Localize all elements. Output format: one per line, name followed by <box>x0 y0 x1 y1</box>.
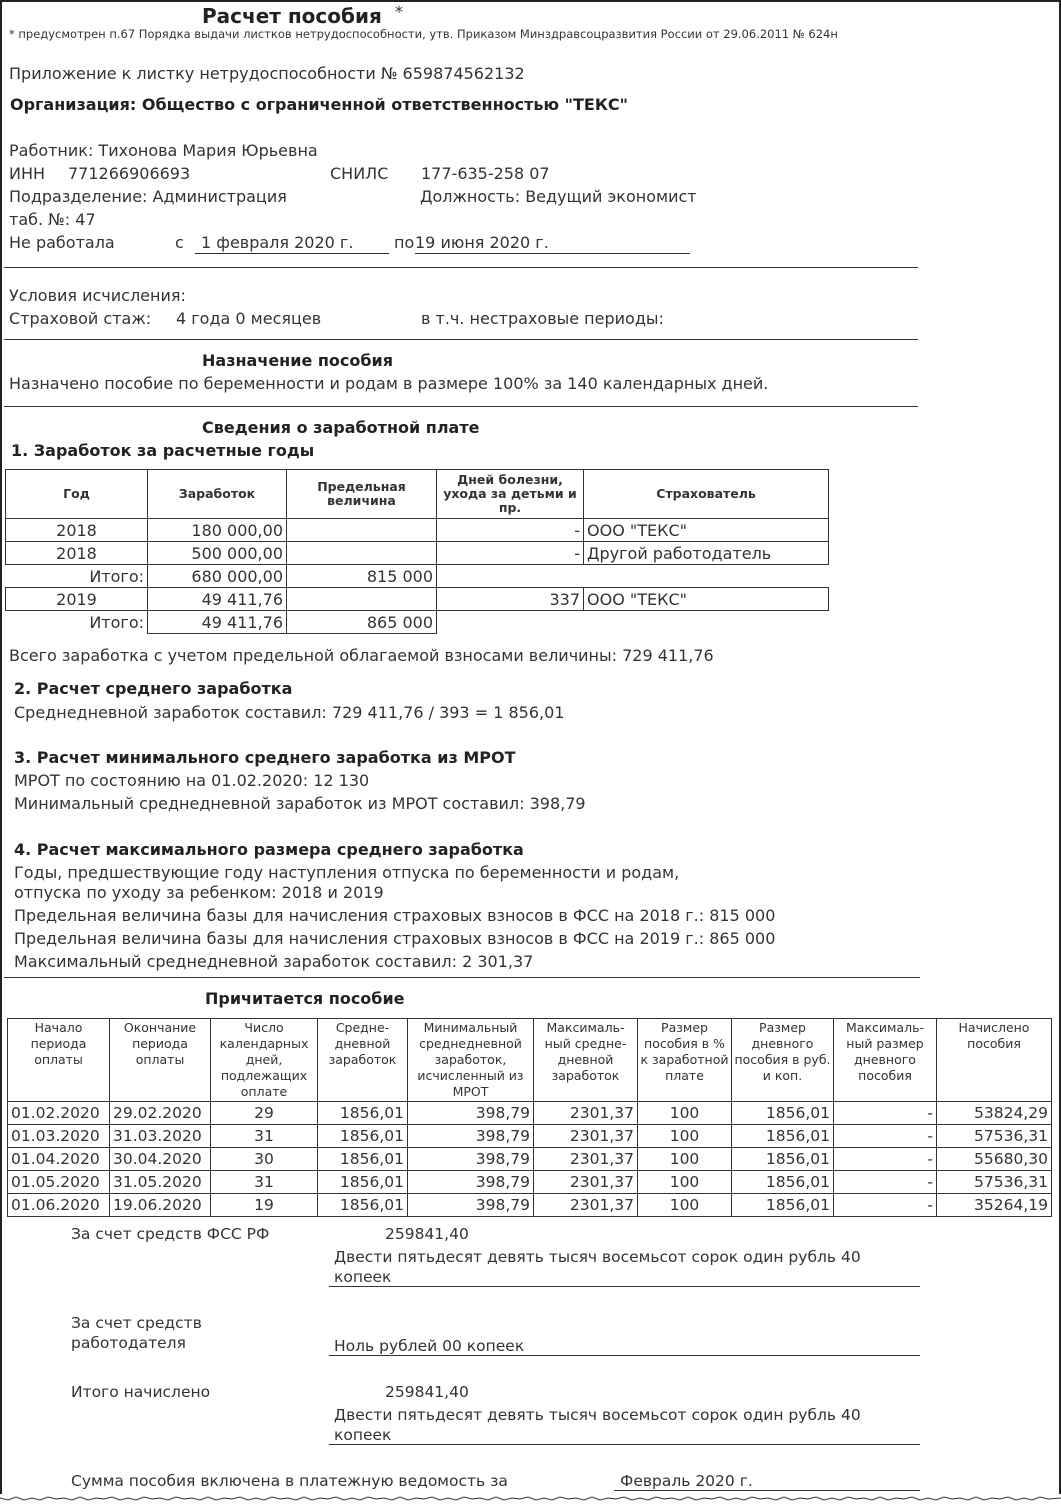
fss-words-line2: копеек <box>334 1268 392 1286</box>
absent-label: Не работала <box>9 233 115 252</box>
end-cell: 29.02.2020 <box>110 1102 211 1125</box>
earnings-cell: 49 411,76 <box>148 611 287 634</box>
days-cell: 29 <box>211 1102 318 1125</box>
earnings-cell: 500 000,00 <box>148 542 287 565</box>
divider <box>4 977 920 978</box>
total-amount: 259841,40 <box>385 1383 469 1401</box>
assignment-text: Назначено пособие по беременности и родам в размере 100% за 140 календарных дней. <box>9 374 769 393</box>
payroll-label: Сумма пособия включена в платежную ведомость за <box>71 1472 508 1490</box>
days-cell: 31 <box>211 1125 318 1148</box>
end-cell: 19.06.2020 <box>110 1194 211 1217</box>
payroll-underline <box>614 1490 920 1491</box>
accrued-cell: 55680,30 <box>937 1148 1052 1171</box>
daily-cell: 1856,01 <box>732 1194 834 1217</box>
salary-heading: Сведения о заработной плате <box>202 418 480 437</box>
stazh-value: 4 года 0 месяцев <box>176 309 322 328</box>
fss-underline <box>329 1286 920 1287</box>
maxdaily-cell: - <box>834 1148 937 1171</box>
daily-cell: 1856,01 <box>732 1125 834 1148</box>
section4-line2: отпуска по уходу за ребенком: 2018 и 2019 <box>14 883 384 902</box>
total-words-line1: Двести пятьдесят девять тысяч восемьсот сорок один рубль 40 <box>334 1406 861 1424</box>
table-row <box>6 519 829 542</box>
end-cell: 31.03.2020 <box>110 1125 211 1148</box>
col-start: Начало периода оплаты <box>8 1019 110 1102</box>
section2-text: Среднедневной заработок составил: 729 411,76 / 393 = 1 856,01 <box>14 703 565 722</box>
limit-cell: 815 000 <box>287 565 437 588</box>
days-cell: 31 <box>211 1171 318 1194</box>
days-cell: - <box>437 542 584 565</box>
section3-line2: Минимальный среднедневной заработок из МРОТ составил: 398,79 <box>14 794 586 813</box>
year-cell: 2019 <box>6 588 148 611</box>
table-row <box>8 1194 1052 1217</box>
col-insurer: Страхователь <box>584 470 829 519</box>
noninsured-periods: в т.ч. нестраховые периоды: <box>421 309 664 328</box>
to-date: 19 июня 2020 г. <box>415 233 690 254</box>
subtotal-row <box>6 611 829 634</box>
end-cell: 30.04.2020 <box>110 1148 211 1171</box>
start-cell: 01.03.2020 <box>8 1125 110 1148</box>
maxdaily-cell: - <box>834 1171 937 1194</box>
col-maxdaily: Максималь-ный размер дневного пособия <box>834 1019 937 1102</box>
footnote: * предусмотрен п.67 Порядка выдачи листков нетрудоспособности, утв. Приказом Минздравсоцразвития России от 29.06.2011 № 624н <box>9 27 838 41</box>
pct-cell: 100 <box>638 1194 732 1217</box>
col-avg: Средне-дневной заработок <box>318 1019 408 1102</box>
earnings-table <box>5 469 829 634</box>
organization: Организация: Общество с ограниченной ответственностью "ТЕКС" <box>10 95 628 114</box>
end-cell: 31.05.2020 <box>110 1171 211 1194</box>
insurer-cell: ООО "ТЕКС" <box>584 588 829 611</box>
insurer-cell: ООО "ТЕКС" <box>584 519 829 542</box>
maxdaily-cell: - <box>834 1102 937 1125</box>
total-label: Итого начислено <box>71 1383 211 1401</box>
insurer-cell: Другой работодатель <box>584 542 829 565</box>
snils-value: 177-635-258 07 <box>421 164 550 183</box>
earnings-cell: 49 411,76 <box>148 588 287 611</box>
limit-cell: 865 000 <box>287 611 437 634</box>
maxdaily-cell: - <box>834 1125 937 1148</box>
stazh-label: Страховой стаж: <box>9 309 152 328</box>
accrued-cell: 57536,31 <box>937 1171 1052 1194</box>
subtotal-label: Итого: <box>6 565 148 588</box>
payment-table <box>7 1018 1052 1217</box>
col-end: Окончание периода оплаты <box>110 1019 211 1102</box>
min-cell: 398,79 <box>408 1125 534 1148</box>
max-cell: 2301,37 <box>534 1148 638 1171</box>
payroll-value: Февраль 2020 г. <box>620 1472 753 1490</box>
max-cell: 2301,37 <box>534 1102 638 1125</box>
insurer-cell <box>584 565 829 588</box>
position: Должность: Ведущий экономист <box>420 187 697 206</box>
earnings-cell: 180 000,00 <box>148 519 287 542</box>
torn-edge-icon <box>0 1494 1061 1505</box>
section4-heading: 4. Расчет максимального размера среднего заработка <box>14 840 524 859</box>
employer-underline <box>329 1355 920 1356</box>
days-cell: 19 <box>211 1194 318 1217</box>
pct-cell: 100 <box>638 1171 732 1194</box>
max-cell: 2301,37 <box>534 1194 638 1217</box>
min-cell: 398,79 <box>408 1171 534 1194</box>
total-earnings-text: Всего заработка с учетом предельной облагаемой взносами величины: 729 411,76 <box>9 646 714 665</box>
table-row <box>6 588 829 611</box>
col-daily: Размер дневного пособия в руб. и коп. <box>732 1019 834 1102</box>
inn-label: ИНН <box>9 164 46 183</box>
daily-cell: 1856,01 <box>732 1148 834 1171</box>
limit-cell <box>287 519 437 542</box>
table-row <box>6 542 829 565</box>
insurer-cell <box>584 611 829 634</box>
title-asterisk: * <box>395 2 403 21</box>
days-cell: 337 <box>437 588 584 611</box>
worker-name: Работник: Тихонова Мария Юрьевна <box>9 141 318 160</box>
section4-line3: Предельная величина базы для начисления страховых взносов в ФСС на 2018 г.: 815 000 <box>14 906 776 925</box>
pct-cell: 100 <box>638 1125 732 1148</box>
pct-cell: 100 <box>638 1148 732 1171</box>
accrued-cell: 35264,19 <box>937 1194 1052 1217</box>
subtotal-row <box>6 565 829 588</box>
section3-heading: 3. Расчет минимального среднего заработка из МРОТ <box>14 748 516 767</box>
assignment-heading: Назначение пособия <box>202 351 394 370</box>
min-cell: 398,79 <box>408 1194 534 1217</box>
accrued-cell: 53824,29 <box>937 1102 1052 1125</box>
col-earnings: Заработок <box>148 470 287 519</box>
avg-cell: 1856,01 <box>318 1148 408 1171</box>
page-title: Расчет пособия <box>202 4 382 28</box>
limit-cell <box>287 542 437 565</box>
table-row <box>8 1171 1052 1194</box>
start-cell: 01.02.2020 <box>8 1102 110 1125</box>
conditions-label: Условия исчисления: <box>9 286 186 305</box>
avg-cell: 1856,01 <box>318 1171 408 1194</box>
earnings-cell: 680 000,00 <box>148 565 287 588</box>
days-cell: - <box>437 519 584 542</box>
payment-header-row <box>8 1019 1052 1102</box>
inn-value: 771266906693 <box>68 164 191 183</box>
col-days: Число календарных дней, подлежащих оплате <box>211 1019 318 1102</box>
fss-amount: 259841,40 <box>385 1225 469 1243</box>
col-limit: Предельная величина <box>287 470 437 519</box>
section2-heading: 2. Расчет среднего заработка <box>14 679 293 698</box>
start-cell: 01.04.2020 <box>8 1148 110 1171</box>
col-sick-days: Дней болезни, ухода за детьми и пр. <box>437 470 584 519</box>
total-underline <box>329 1444 920 1445</box>
avg-cell: 1856,01 <box>318 1125 408 1148</box>
total-words-line2: копеек <box>334 1426 392 1444</box>
section4-line4: Предельная величина базы для начисления страховых взносов в ФСС на 2019 г.: 865 000 <box>14 929 776 948</box>
days-cell <box>437 565 584 588</box>
pct-cell: 100 <box>638 1102 732 1125</box>
avg-cell: 1856,01 <box>318 1194 408 1217</box>
divider <box>4 267 918 268</box>
table-row <box>8 1125 1052 1148</box>
days-cell <box>437 611 584 634</box>
start-cell: 01.05.2020 <box>8 1171 110 1194</box>
limit-cell <box>287 588 437 611</box>
year-cell: 2018 <box>6 542 148 565</box>
from-label: с <box>175 233 184 252</box>
fss-label: За счет средств ФСС РФ <box>71 1225 270 1243</box>
employer-label-line1: За счет средств <box>71 1314 202 1332</box>
snils-label: СНИЛС <box>330 164 389 183</box>
daily-cell: 1856,01 <box>732 1171 834 1194</box>
section4-line1: Годы, предшествующие году наступления отпуска по беременности и родам, <box>14 863 680 882</box>
col-min: Минимальный среднедневной заработок, исчисленный из МРОТ <box>408 1019 534 1102</box>
max-cell: 2301,37 <box>534 1125 638 1148</box>
department: Подразделение: Администрация <box>9 187 287 206</box>
employer-label-line2: работодателя <box>71 1334 186 1352</box>
subtotal-label: Итого: <box>6 611 148 634</box>
max-cell: 2301,37 <box>534 1171 638 1194</box>
divider <box>4 406 918 407</box>
start-cell: 01.06.2020 <box>8 1194 110 1217</box>
min-cell: 398,79 <box>408 1102 534 1125</box>
payment-heading: Причитается пособие <box>205 989 405 1008</box>
earnings-header-row <box>6 470 829 519</box>
col-max: Максималь-ный средне-дневной заработок <box>534 1019 638 1102</box>
divider <box>4 339 918 340</box>
year-cell: 2018 <box>6 519 148 542</box>
table-row <box>8 1102 1052 1125</box>
daily-cell: 1856,01 <box>732 1102 834 1125</box>
fss-words-line1: Двести пятьдесят девять тысяч восемьсот сорок один рубль 40 <box>334 1248 861 1266</box>
to-label: по <box>394 233 415 252</box>
days-cell: 30 <box>211 1148 318 1171</box>
from-date: 1 февраля 2020 г. <box>195 233 389 254</box>
tab-number: таб. №: 47 <box>9 210 96 229</box>
appendix-line: Приложение к листку нетрудоспособности № 659874562132 <box>9 64 525 83</box>
section4-line5: Максимальный среднедневной заработок составил: 2 301,37 <box>14 952 534 971</box>
avg-cell: 1856,01 <box>318 1102 408 1125</box>
table-row <box>8 1148 1052 1171</box>
section3-line1: МРОТ по состоянию на 01.02.2020: 12 130 <box>14 771 370 790</box>
section1-heading: 1. Заработок за расчетные годы <box>11 441 315 460</box>
col-year: Год <box>6 470 148 519</box>
accrued-cell: 57536,31 <box>937 1125 1052 1148</box>
min-cell: 398,79 <box>408 1148 534 1171</box>
maxdaily-cell: - <box>834 1194 937 1217</box>
employer-words: Ноль рублей 00 копеек <box>334 1337 525 1355</box>
col-accrued: Начислено пособия <box>937 1019 1052 1102</box>
col-pct: Размер пособия в % к заработной плате <box>638 1019 732 1102</box>
